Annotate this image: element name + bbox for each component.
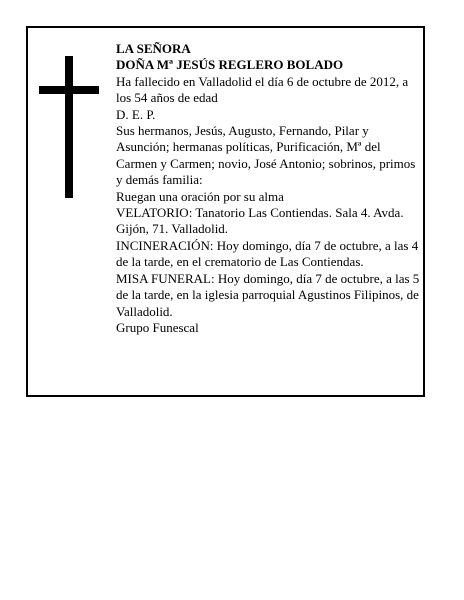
cross-icon	[39, 56, 99, 198]
cross-horizontal-bar	[39, 86, 99, 94]
obituary-notice	[26, 26, 425, 397]
deceased-name: DOÑA Mª JESÚS REGLERO BOLADO	[116, 57, 344, 73]
notice-text	[116, 41, 424, 336]
funeral-home: Grupo Funescal	[116, 319, 199, 335]
family-list: Sus hermanos, Jesús, Augusto, Fernando, Pilar y Asunción; hermanas políticas, Purificación, Mª del Carmen y Carmen; novio, José Antonio; sobrinos, primos y demás familia:	[116, 123, 416, 188]
dep-line: D. E. P.	[116, 106, 156, 122]
prayer-request: Ruegan una oración por su alma	[116, 188, 284, 204]
wake-info: VELATORIO: Tanatorio Las Contiendas. Sala 4. Avda. Gijón, 71. Valladolid.	[116, 205, 404, 237]
cross-vertical-bar	[65, 56, 73, 198]
funeral-mass-info: MISA FUNERAL: Hoy domingo, día 7 de octubre, a las 5 de la tarde, en la iglesia parroquial Agustinos Filipinos, de Valladolid.	[116, 270, 420, 319]
notice-title: LA SEÑORA	[116, 41, 191, 56]
cremation-info: INCINERACIÓN: Hoy domingo, día 7 de octubre, a las 4 de la tarde, en el crematorio de Las Contiendas.	[116, 237, 419, 270]
death-info: Ha fallecido en Valladolid el día 6 de octubre de 2012, a los 54 años de edad	[116, 73, 409, 106]
